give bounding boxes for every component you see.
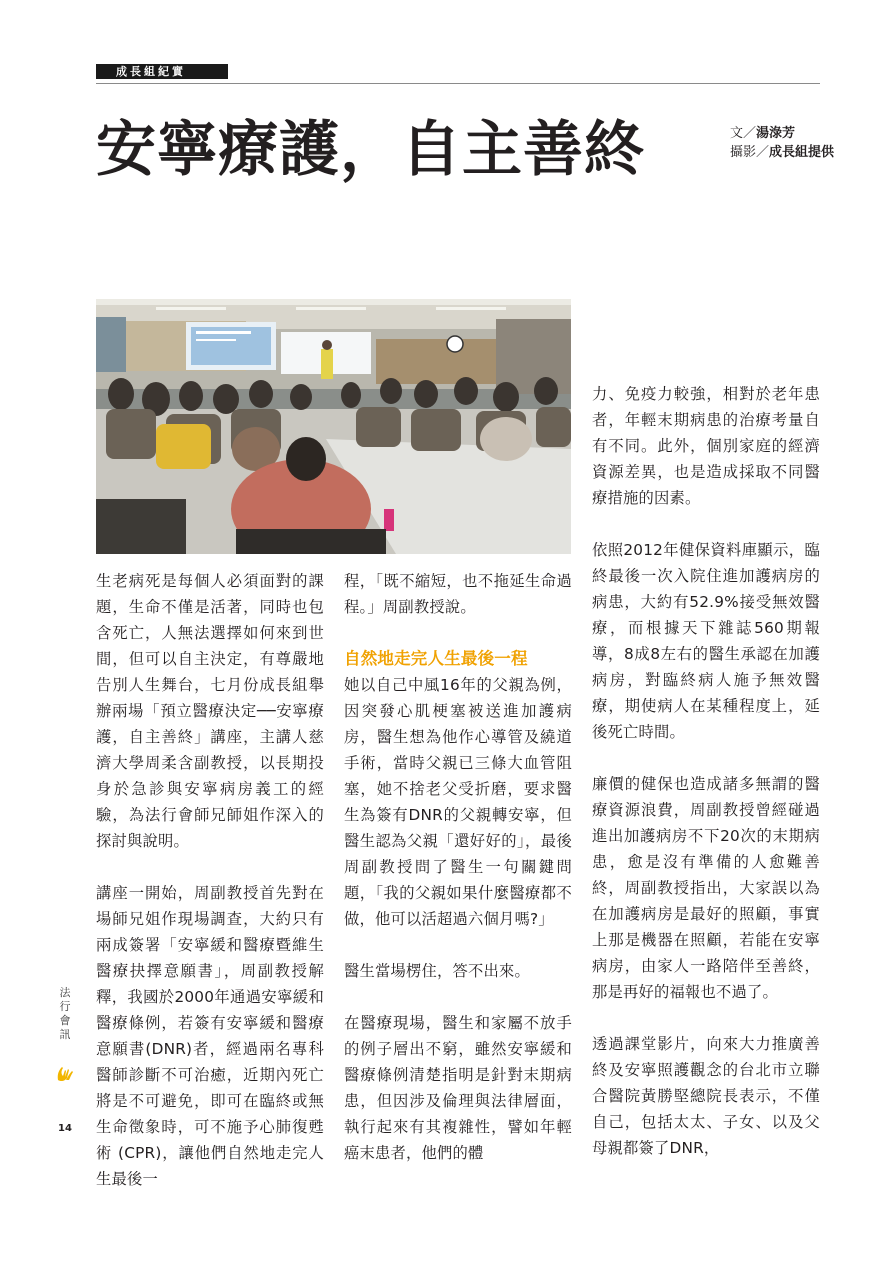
header-rule [96,83,820,84]
paragraph: 依照2012年健保資料庫顯示，臨終最後一次入院住進加護病房的病患，大約有52.9%接受無效醫療，而根據天下雜誌560期報導，8成8左右的醫生承認在加護病房，對臨終病人施予無效醫療，期使病人在某種程度上，延後死亡時間。 [592,541,820,741]
author-label: 文／ [730,126,757,141]
column-3 [592,381,820,1161]
page-number: 14 [58,1123,72,1134]
paragraph: 在醫療現場，醫生和家屬不放手的例子層出不窮，雖然安寧緩和醫療條例清楚指明是針對末期病患，但因涉及倫理與法律層面，執行起來有其複雜性，譬如年輕癌末患者，他們的體 [344,1014,572,1162]
paragraph: 透過課堂影片，向來大力推廣善終及安寧照護觀念的台北市立聯合醫院黃勝堅總院長表示，不僅自己，包括太太、子女、以及父母親都簽了DNR， [592,1035,820,1157]
paragraph: 力、免疫力較強，相對於老年患者，年輕末期病患的治療考量自有不同。此外，個別家庭的經濟資源差異，也是造成採取不同醫療措施的因素。 [592,385,820,507]
photo-label: 攝影／ [730,145,770,160]
lecture-photo [96,299,571,554]
lecture-photo-image [96,299,571,554]
paragraph: 程，「既不縮短，也不拖延生命過程。」周副教授說。 [344,572,572,616]
paragraph: 講座一開始，周副教授首先對在場師兄姐作現場調查，大約只有兩成簽署「安寧緩和醫療暨維生醫療抉擇意願書」，周副教授解釋，我國於2000年通過安寧緩和醫療條例，若簽有安寧緩和醫療意願書(DNR)者，經過兩名專科醫師診斷不可治癒，近期內死亡將是不可避免，即可在臨終或無生命徵象時，可不施予心肺復甦術 (CPR)，讓他們自然地走完人生最後一 [96,884,324,1188]
paragraph: 醫生當場楞住，答不出來。 [344,962,530,980]
paragraph: 廉價的健保也造成諸多無謂的醫療資源浪費，周副教授曾經碰過進出加護病房不下20次的末期病患，愈是沒有準備的人愈難善終，周副教授指出，大家誤以為在加護病房是最好的照顧，事實上那是機器在照顧，若能在安寧病房，由家人一路陪伴至善終，那是再好的福報也不過了。 [592,775,820,1001]
section-label: 成長組紀實 [96,64,228,79]
article-title: 安寧療護，自主善終 [96,115,645,185]
publication-logo-text: 法行會訊 [59,986,71,1041]
photographer-name: 成長組提供 [769,145,835,160]
subheading: 自然地走完人生最後一程 [344,649,528,668]
paragraph: 她以自己中風16年的父親為例，因突發心肌梗塞被送進加護病房，醫生想為他作心導管及繞道手術，當時父親已三條大血管阻塞，她不捨老父受折磨，要求醫生為簽有DNR的父親轉安寧，但醫生認為父親「還好好的」，最後周副教授問了醫生一句關鍵問題，「我的父親如果什麼醫療都不做，他可以活超過六個月嗎?」 [344,676,572,928]
column-2 [344,568,572,1166]
author-credit [730,124,834,143]
photo-credit [730,143,834,162]
hands-logo-icon [56,1064,74,1082]
column-1 [96,568,324,1192]
paragraph: 生老病死是每個人必須面對的課題，生命不僅是活著，同時也包含死亡，人無法選擇如何來到世間，但可以自主決定，有尊嚴地告別人生舞台，七月份成長組舉辦兩場「預立醫療決定──安寧療護，自主善終」講座，主講人慈濟大學周柔含副教授，以長期投身於急診與安寧病房義工的經驗，為法行會師兄師姐作深入的探討與說明。 [96,572,324,850]
author-name: 湯淥芳 [756,126,796,141]
credits [730,124,834,162]
